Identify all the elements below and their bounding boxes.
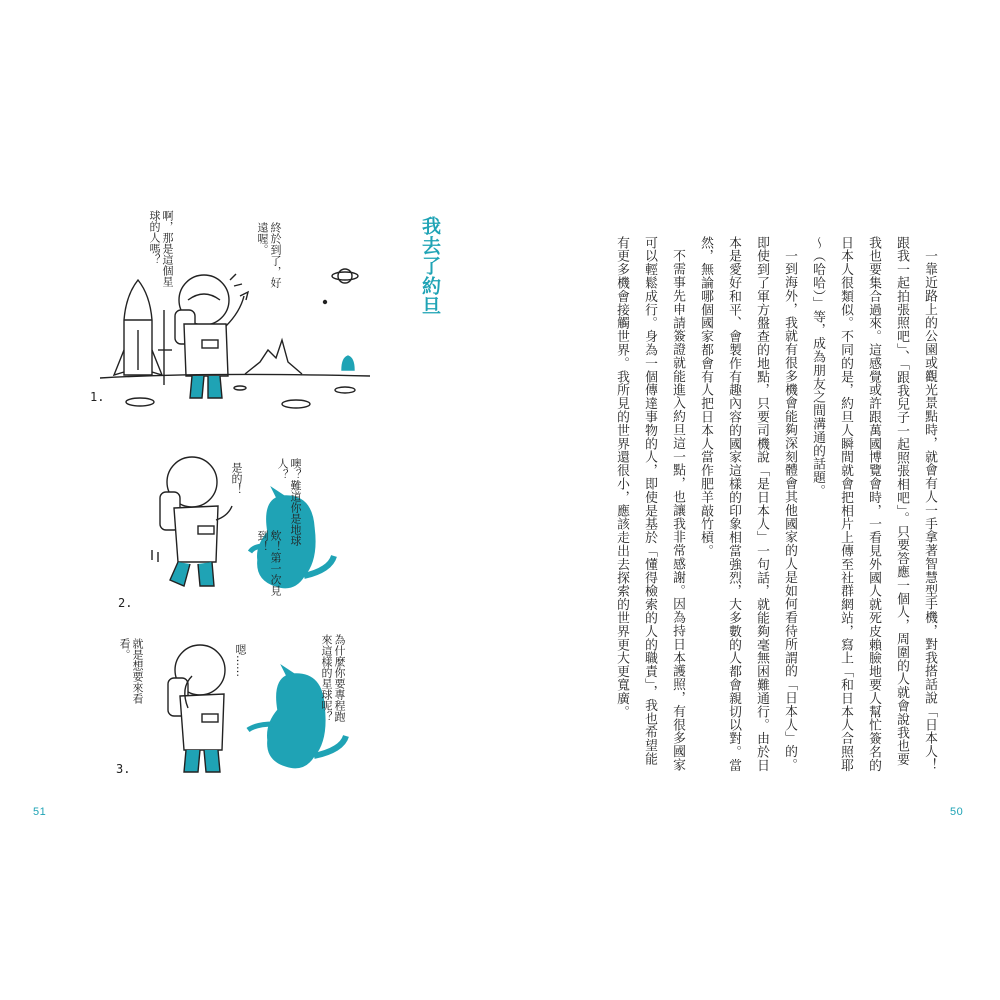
panel-2-drawing <box>152 457 334 588</box>
page-number-left: 51 <box>33 806 47 818</box>
paragraph-1: 一靠近路上的公園或觀光景點時，就會有人一手拿著智慧型手機，對我搭話說「日本人！跟我一起拍張照吧」、「跟我兒子一起照張相吧」。只要答應一個人，周圍的人就會說我也要我也要集合過來。這感覺或許跟萬國博覽會時，一看見外國人就死皮賴臉地要人幫忙簽名的日本人很類似。不同的是，約旦人瞬間就會把相片上傳至社群網站，寫上「和日本人合照耶～（哈哈）」等，成為朋友之間溝通的話題。 <box>810 236 937 772</box>
paragraph-3: 不需事先申請簽證就能進入約旦這一點，也讓我非常感謝。因為持日本護照，有很多國家可以輕鬆成行。身為一個傳達事物的人，即使是基於「懂得檢索的人的職責」，我也希望能有更多機會接觸世界。我所見的世界還很小，應該走出去探索的世界更大更寬廣。 <box>614 236 685 772</box>
speech-bubble-p2-b: 是的！ <box>230 462 243 495</box>
speech-bubble-p1-b: 終於到了，好遠喔。 <box>256 222 282 288</box>
panel-label-1: 1. <box>90 390 105 404</box>
speech-bubble-p3-a: 為什麼你要專程跑來這樣的星球呢？ <box>320 634 346 722</box>
rocket-icon <box>114 280 162 375</box>
speech-bubble-p1-a: 啊，那是這個星球的人嗎？ <box>148 210 174 287</box>
astronaut-2 <box>152 457 232 586</box>
page-number-right: 50 <box>950 806 964 818</box>
panel-1-drawing <box>100 269 370 408</box>
speech-bubble-p2-a: 噢？難道你是地球人？ <box>276 458 302 546</box>
speech-bubble-p3-b: 嗯…… <box>234 644 247 677</box>
comic-illustration <box>80 200 410 800</box>
astronaut-1 <box>175 275 248 398</box>
panel-label-2: 2. <box>118 596 133 610</box>
comic-strip <box>80 200 410 800</box>
speech-bubble-p2-c: 欸！第一次見到！ <box>256 530 282 596</box>
astronaut-3 <box>168 645 225 772</box>
paragraph-2: 一到海外，我就有很多機會能夠深刻體會其他國家的人是如何看待所謂的「日本人」的。即使到了軍方盤查的地點，只要司機說「是日本人」一句話，就能夠毫無困難通行。由於日本是愛好和平、會製作有趣內容的國家這樣的印象相當強烈，大多數的人都會親切以對。當然，無論哪個國家都會有人把日本人當作肥羊敲竹槓。 <box>698 236 797 772</box>
chapter-title: 我去了約旦 <box>419 216 441 316</box>
speech-bubble-p3-c: 就是想要來看看。 <box>118 638 144 704</box>
body-text <box>588 236 943 776</box>
panel-label-3: 3. <box>116 762 131 776</box>
